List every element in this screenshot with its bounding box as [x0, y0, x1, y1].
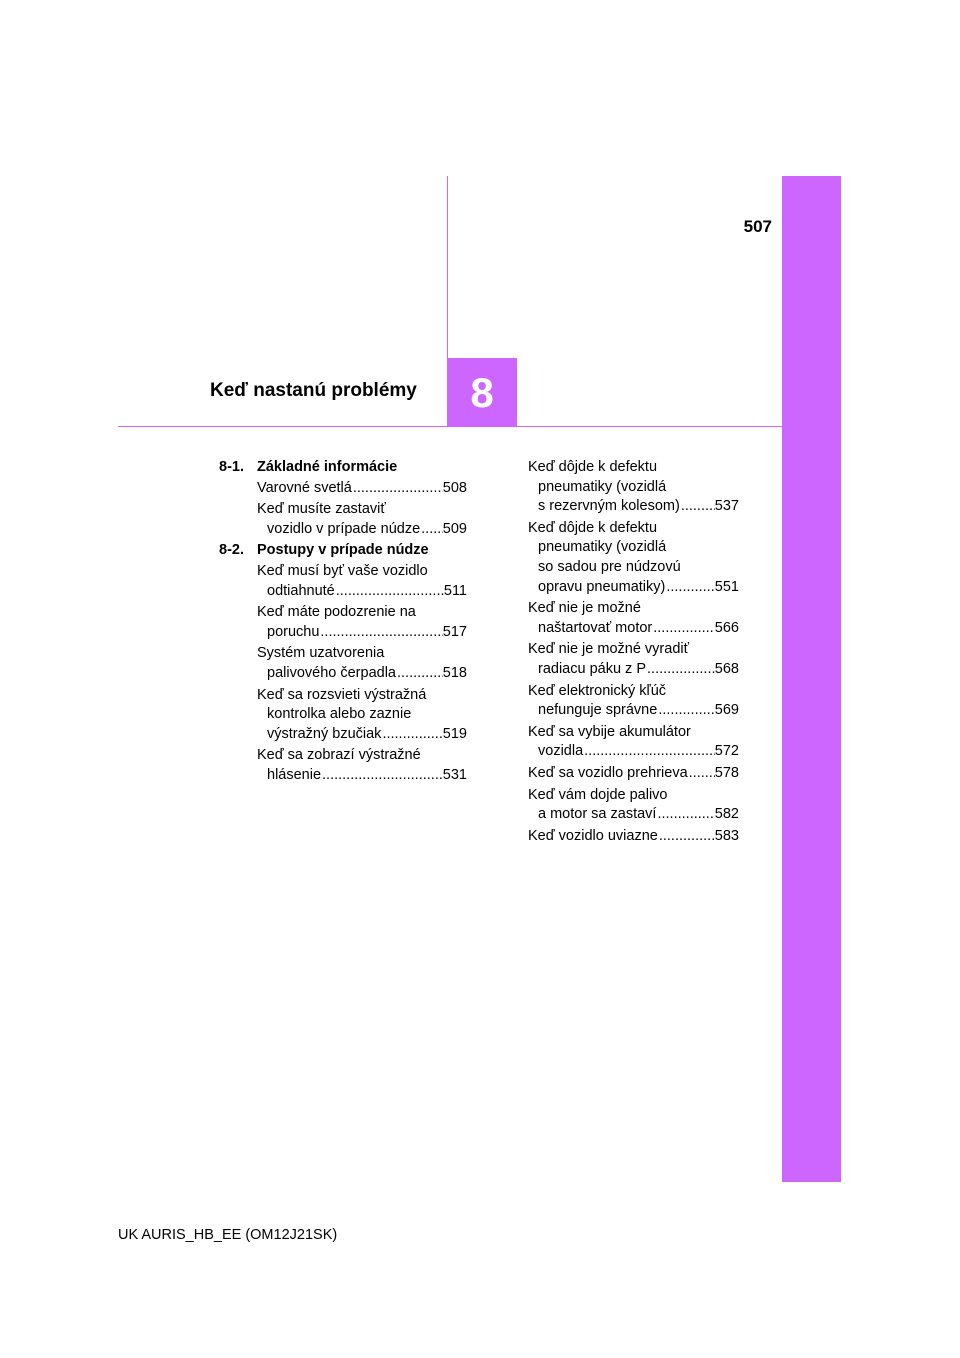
toc-page-number: 517: [442, 623, 467, 640]
toc-entry-line: nefunguje správne: [538, 702, 658, 719]
toc-entry-line: naštartovať motor: [538, 619, 653, 636]
toc-entry-line: Keď sa vybije akumulátor: [528, 723, 691, 740]
toc-entry-leader-line: [528, 619, 739, 639]
toc-entry[interactable]: [219, 500, 467, 539]
toc-entry[interactable]: [219, 603, 467, 642]
toc-entry-line: poruchu: [267, 623, 320, 640]
document-code-footer: UK AURIS_HB_EE (OM12J21SK): [118, 1227, 338, 1243]
toc-entry-line: Keď dôjde k defektu: [528, 459, 658, 475]
dot-leader: [321, 766, 443, 786]
toc-entry-leader-line: [528, 701, 739, 721]
toc-entry-line: Varovné svetlá: [257, 479, 352, 496]
toc-entry-line: kontrolka alebo zaznie: [267, 706, 412, 723]
toc-entry-line: Keď sa zobrazí výstražné: [257, 747, 421, 764]
toc-entry[interactable]: [528, 723, 739, 762]
toc-page-number: 572: [714, 743, 739, 760]
dot-leader: [381, 725, 442, 745]
toc-page-number: 509: [442, 520, 467, 537]
dot-leader: [680, 497, 715, 517]
toc-entry-line: Keď nie je možné vyradiť: [528, 641, 690, 658]
page-number: 507: [743, 217, 772, 236]
section-heading[interactable]: [219, 541, 467, 561]
toc-page-number: 583: [714, 827, 739, 844]
toc-entry[interactable]: [528, 827, 739, 847]
toc-page-number: 531: [442, 766, 467, 783]
toc-entry-line: palivového čerpadla: [267, 664, 396, 681]
toc-entry-line: Keď sa rozsvieti výstražná: [257, 686, 427, 703]
toc-entry-line: Keď musí byť vaše vozidlo: [257, 562, 428, 579]
section-number: 8-1.: [219, 459, 244, 475]
toc-page-number: 568: [714, 660, 739, 677]
toc-entry-line: Keď vám dojde palivo: [528, 786, 668, 803]
toc-entry-leader-line: [257, 479, 467, 499]
toc-entry-line: odtiahnuté: [267, 582, 335, 599]
dot-leader: [656, 805, 714, 825]
toc-right-column: [528, 458, 739, 848]
toc-entry-line: Keď dôjde k defektu: [528, 519, 658, 536]
dot-leader: [335, 582, 444, 602]
toc-entry[interactable]: [528, 458, 739, 517]
dot-leader: [665, 578, 714, 598]
toc-entry[interactable]: [528, 519, 739, 597]
dot-leader: [646, 660, 715, 680]
dot-leader: [657, 701, 714, 721]
chapter-number: 8: [470, 368, 494, 416]
toc-entry[interactable]: [528, 640, 739, 679]
toc-entry-line: výstražný bzučiak: [267, 725, 382, 742]
toc-entry[interactable]: [219, 644, 467, 683]
toc-entry-line: Keď sa vozidlo prehrieva: [528, 764, 688, 781]
dot-leader: [583, 742, 715, 762]
toc-entry-leader-line: [528, 805, 739, 825]
toc-entry-line: Keď vozidlo uviazne: [528, 827, 658, 844]
section-heading[interactable]: [219, 458, 467, 478]
toc-entry[interactable]: [528, 786, 739, 825]
toc-page-number: 511: [443, 582, 467, 599]
toc-entry-line: so sadou pre núdzovú: [538, 558, 681, 575]
toc-entry-line: Keď elektronický kľúč: [528, 682, 667, 699]
toc-entry-leader-line: [528, 660, 739, 680]
toc-entry-leader-line: [528, 742, 739, 762]
chapter-side-tab: [782, 176, 841, 1182]
toc-entry-line: hlásenie: [267, 766, 322, 783]
section-title: Základné informácie: [257, 459, 398, 475]
toc-entry-leader-line: [257, 520, 467, 540]
toc-entry-leader-line: [257, 582, 467, 602]
dot-leader: [658, 827, 715, 847]
toc-entry-line: Keď máte podozrenie na: [257, 604, 416, 621]
toc-entry-line: vozidlo v prípade núdze: [267, 520, 421, 537]
toc-page-number: 551: [714, 578, 739, 595]
toc-entry-line: opravu pneumatiky): [538, 578, 666, 595]
dot-leader: [352, 479, 443, 499]
toc-page-number: 582: [714, 806, 739, 823]
toc-page-number: 508: [442, 479, 467, 496]
toc-page-number: 569: [714, 702, 739, 719]
toc-entry-line: Keď musíte zastaviť: [257, 501, 386, 518]
toc-entry-leader-line: [257, 766, 467, 786]
section-number: 8-2.: [219, 542, 244, 559]
toc-entry-leader-line: [257, 725, 467, 745]
toc-entry-leader-line: [528, 764, 739, 784]
toc-entry[interactable]: [219, 686, 467, 745]
toc-entry-line: Keď nie je možné: [528, 600, 641, 617]
dot-leader: [396, 664, 443, 684]
toc-entry[interactable]: [219, 479, 467, 499]
toc-page-number: 578: [714, 764, 739, 781]
toc-entry[interactable]: [219, 562, 467, 601]
toc-entry-leader-line: [528, 827, 739, 847]
chapter-title: Keď nastanú problémy: [210, 380, 417, 401]
toc-page-number: 566: [714, 619, 739, 636]
toc-entry[interactable]: [528, 682, 739, 721]
toc-page-number: 518: [442, 664, 467, 681]
dot-leader: [420, 520, 443, 540]
toc-entry-line: pneumatiky (vozidlá: [538, 539, 667, 556]
toc-entry-line: vozidla: [538, 743, 584, 760]
dot-leader: [319, 623, 442, 643]
toc-entry-leader-line: [528, 578, 739, 598]
toc-entry[interactable]: [219, 746, 467, 785]
toc-entry-line: pneumatiky (vozidlá: [538, 478, 667, 495]
toc-entry-line: s rezervným kolesom): [538, 498, 680, 515]
chapter-number-box: [447, 358, 517, 427]
toc-entry[interactable]: [528, 764, 739, 784]
toc-entry-leader-line: [528, 497, 739, 517]
toc-left-column: [219, 458, 467, 788]
toc-entry-line: radiacu páku z P: [538, 660, 647, 677]
section-title: Postupy v prípade núdze: [257, 542, 429, 559]
toc-page-number: 519: [442, 725, 467, 742]
toc-entry-line: Systém uzatvorenia: [257, 645, 385, 662]
dot-leader: [652, 619, 715, 639]
dot-leader: [688, 764, 715, 784]
toc-entry-leader-line: [257, 664, 467, 684]
toc-entry[interactable]: [528, 599, 739, 638]
toc-entry-leader-line: [257, 623, 467, 643]
toc-page-number: 537: [714, 498, 739, 515]
toc-entry-line: a motor sa zastaví: [538, 806, 657, 823]
